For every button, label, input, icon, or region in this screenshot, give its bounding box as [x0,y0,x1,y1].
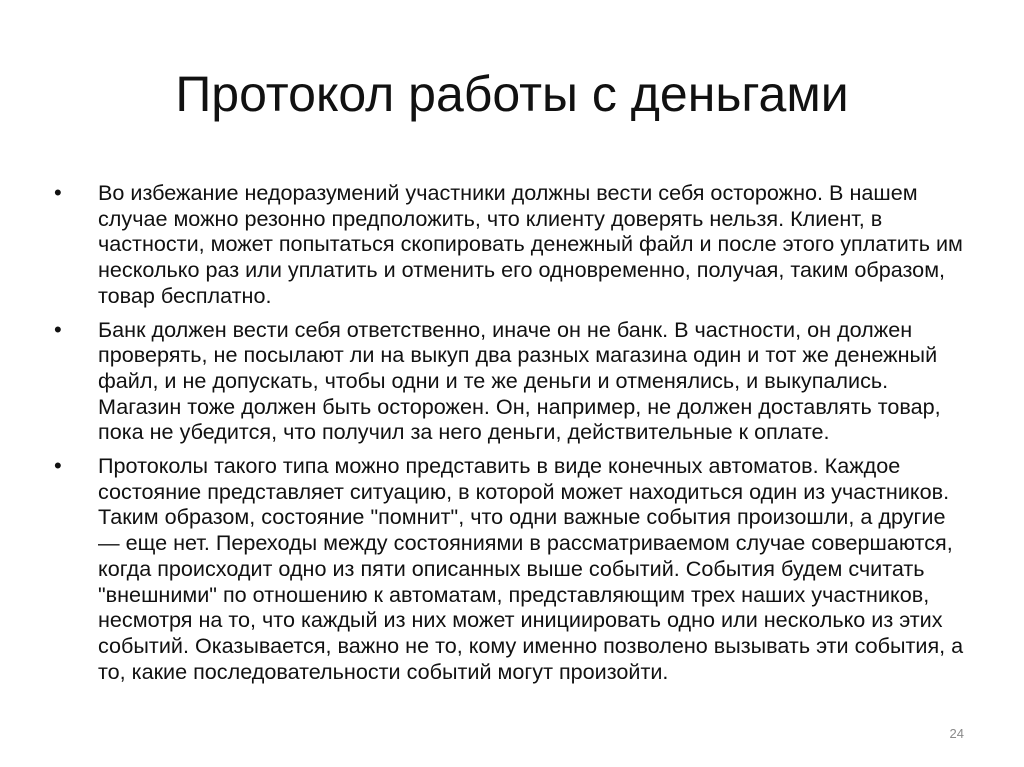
bullet-marker: • [54,316,62,342]
bullet-marker: • [54,180,62,205]
bullet-text: Банк должен вести себя ответственно, иначе он не банк. В частности, он должен проверять, не посылают ли на выкуп два разных магазина один и тот же денежный файл, и не допускать, чтобы одни и те же деньги и отменялись, и выкупались. Магазин тоже должен быть осторожен. Он, например, не должен доставлять товар, пока не убедится, что получил за него деньги, действительные к оплате. [98,316,941,445]
bullet-item [52,453,970,684]
bullet-list [52,180,970,692]
bullet-item [52,180,970,309]
bullet-marker: • [54,453,62,479]
bullet-text: Протоколы такого типа можно представить в виде конечных автоматов. Каждое состояние представляет ситуацию, в которой может находиться один из участников. Таким образом, состояние "помнит", что одни важные события произошли, а другие — еще нет. Переходы между состояниями в рассматриваемом случае совершаются, когда происходит одно из пяти описанных выше событий. События будем считать "внешними" по отношению к автоматам, представляющим трех наших участников, несмотря на то, что каждый из них может инициировать одно или несколько из этих событий. Оказывается, важно не то, кому именно позволено вызывать эти события, а то, какие последовательности событий могут произойти. [98,453,964,684]
slide-title: Протокол работы с деньгами [175,66,849,122]
bullet-text: Во избежание недоразумений участники должны вести себя осторожно. В нашем случае можно резонно предположить, что клиенту доверять нельзя. Клиент, в частности, может попытаться скопировать денежный файл и после этого уплатить им несколько раз или уплатить и отменить его одновременно, получая, таким образом, товар бесплатно. [98,180,963,308]
bullet-item [52,317,970,446]
page-number: 24 [949,726,964,741]
